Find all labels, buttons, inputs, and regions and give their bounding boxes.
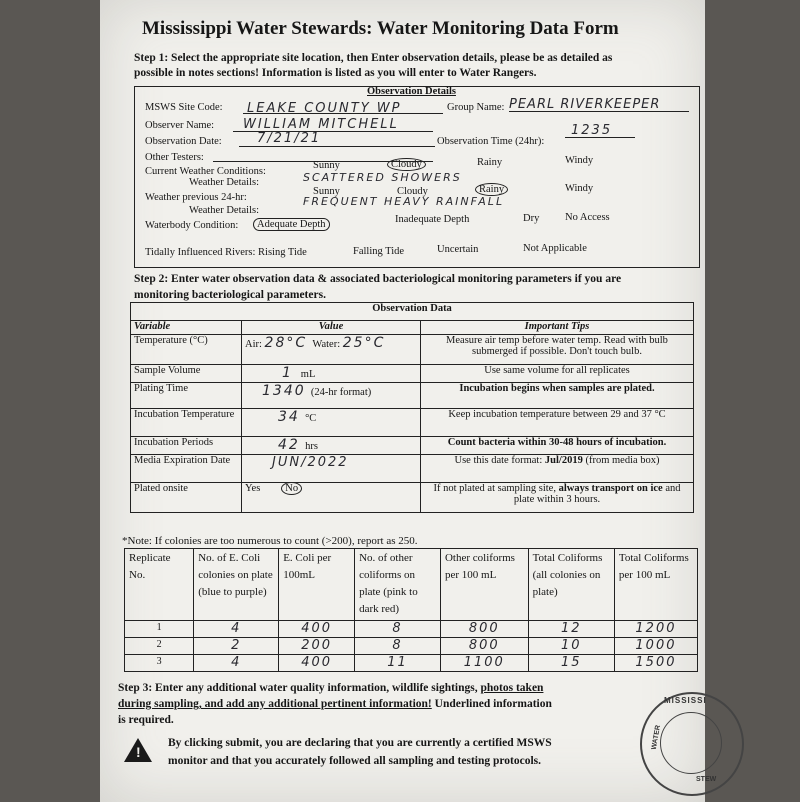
replicate-number: 3 [125, 655, 194, 672]
incubation-periods-value[interactable]: 42 [278, 437, 300, 453]
replicate-header-7: Total Coliforms per 100 mL [614, 549, 697, 621]
table-row [125, 638, 698, 655]
sample-volume-tip: Use same volume for all replicates [421, 365, 694, 383]
previous-weather-sunny[interactable]: Sunny [313, 186, 340, 197]
replicate-number: 1 [125, 621, 194, 638]
incubation-temperature-label: Incubation Temperature [131, 409, 242, 437]
site-code-field[interactable] [243, 99, 443, 114]
replicate-cell[interactable]: 10 [528, 638, 614, 655]
sample-volume-value[interactable]: 1 [282, 365, 293, 381]
temperature-label: Temperature (°C) [131, 335, 242, 365]
waterbody-dry[interactable]: Dry [523, 213, 540, 224]
replicate-header-3: E. Coli per 100mL [279, 549, 355, 621]
replicate-cell[interactable]: 800 [440, 621, 528, 638]
replicate-cell[interactable]: 4 [194, 655, 279, 672]
plating-time-unit: (24-hr format) [310, 387, 372, 398]
previous-weather-windy[interactable]: Windy [565, 183, 594, 194]
weather-details-label: Weather Details: [189, 177, 259, 188]
incubation-periods-label: Incubation Periods [131, 437, 242, 455]
warning-icon: ! [124, 738, 152, 762]
observation-date-value: 7/21/21 [257, 131, 322, 146]
replicate-number: 2 [125, 638, 194, 655]
replicate-cell[interactable]: 400 [279, 621, 355, 638]
previous-weather-rainy-selected[interactable]: Rainy [475, 183, 508, 196]
replicate-cell[interactable]: 8 [355, 621, 441, 638]
step2-instructions-line1: Step 2: Enter water observation data & associated bacteriological monitoring parameters if you are [134, 273, 622, 285]
msws-seal-logo: MISSISSI WATER STEW [640, 692, 744, 796]
temperature-tip: Measure air temp before water temp. Read with bulb submerged if possible. Don't touch bulb. [421, 335, 694, 365]
table-row [125, 621, 698, 638]
plating-time-label: Plating Time [131, 383, 242, 409]
replicates-table [124, 548, 698, 672]
media-expiration-value[interactable]: JUN/2022 [272, 455, 349, 470]
waterbody-no-access[interactable]: No Access [565, 212, 610, 223]
waterbody-inadequate-depth[interactable]: Inadequate Depth [395, 214, 470, 225]
tidal-rising-tide-label[interactable]: Tidally Influenced Rivers: Rising Tide [145, 247, 307, 258]
replicate-header-5: Other coliforms per 100 mL [440, 549, 528, 621]
air-label: Air: [245, 339, 262, 350]
incubation-periods-unit: hrs [305, 441, 318, 452]
waterbody-condition-label: Waterbody Condition: [145, 220, 239, 231]
group-name-label: Group Name: [447, 102, 505, 113]
replicate-header-2: No. of E. Coli colonies on plate (blue to purple) [194, 549, 279, 621]
replicate-cell[interactable]: 4 [194, 621, 279, 638]
replicate-cell[interactable]: 1000 [614, 638, 697, 655]
column-variable: Variable [131, 321, 242, 335]
column-important-tips: Important Tips [421, 321, 694, 335]
declaration-line1: By clicking submit, you are declaring that you are currently a certified MSWS [168, 737, 552, 749]
incubation-temperature-tip: Keep incubation temperature between 29 and 37 °C [421, 409, 694, 437]
weather-details-value[interactable]: SCATTERED SHOWERS [303, 171, 462, 184]
current-weather-windy[interactable]: Windy [565, 155, 594, 166]
incubation-temperature-unit: °C [305, 413, 317, 424]
air-temp-value[interactable]: 28°C [264, 335, 308, 351]
declaration-line2: monitor and that you accurately followed all sampling and testing protocols. [168, 755, 542, 767]
plated-onsite-label: Plated onsite [131, 483, 242, 513]
observation-data-heading: Observation Data [131, 303, 694, 321]
paper-form [100, 0, 717, 802]
observer-name-value: WILLIAM MITCHELL [243, 117, 399, 132]
current-weather-rainy[interactable]: Rainy [477, 157, 503, 168]
tidal-falling-tide[interactable]: Falling Tide [353, 246, 405, 257]
step3-instructions-line3: is required. [118, 714, 174, 726]
water-label: Water: [312, 339, 341, 350]
replicate-header-4: No. of other coliforms on plate (pink to dark red) [355, 549, 441, 621]
observation-time-value: 1235 [571, 123, 613, 138]
replicate-header-1: Replicate No. [125, 549, 194, 621]
replicate-cell[interactable]: 8 [355, 638, 441, 655]
colonies-note: *Note: If colonies are too numerous to count (>200), report as 250. [122, 535, 418, 547]
form-title: Mississippi Water Stewards: Water Monitoring Data Form [142, 18, 619, 39]
replicate-cell[interactable]: 1200 [614, 621, 697, 638]
replicate-cell[interactable]: 12 [528, 621, 614, 638]
waterbody-adequate-depth-selected[interactable]: Adequate Depth [253, 218, 330, 231]
observer-name-label: Observer Name: [145, 120, 215, 131]
incubation-temperature-value[interactable]: 34 [278, 409, 300, 425]
observation-time-label: Observation Time (24hr): [437, 136, 545, 147]
water-temp-value[interactable]: 25°C [342, 335, 386, 351]
plated-onsite-yes[interactable]: Yes [245, 483, 261, 494]
weather-previous-label: Weather previous 24-hr: [145, 192, 247, 203]
observation-data-table [130, 302, 694, 513]
media-expiration-tip: Use this date format: Jul/2019 (from media box) [421, 455, 694, 483]
site-code-value: LEAKE COUNTY WP [247, 101, 402, 116]
previous-weather-cloudy[interactable]: Cloudy [397, 186, 428, 197]
replicate-cell[interactable]: 800 [440, 638, 528, 655]
plating-time-tip: Incubation begins when samples are plated. [421, 383, 694, 409]
tidal-not-applicable[interactable]: Not Applicable [523, 243, 587, 254]
replicate-cell[interactable]: 1100 [440, 655, 528, 672]
step3-instructions-line1: Step 3: Enter any additional water quality information, wildlife sightings, photos taken [118, 682, 544, 694]
plated-onsite-tip: If not plated at sampling site, always transport on ice and plate within 3 hours. [421, 483, 694, 513]
plating-time-value[interactable]: 1340 [262, 383, 306, 399]
previous-weather-details-label: Weather Details: [189, 205, 259, 216]
incubation-periods-tip: Count bacteria within 30-48 hours of incubation. [421, 437, 694, 455]
temperature-values[interactable] [242, 335, 421, 365]
group-name-field[interactable] [509, 95, 689, 112]
current-weather-label: Current Weather Conditions: [145, 166, 266, 177]
observation-time-field[interactable] [565, 121, 635, 138]
replicate-cell[interactable]: 2 [194, 638, 279, 655]
replicate-cell[interactable]: 200 [279, 638, 355, 655]
sample-volume-unit: mL [300, 369, 316, 380]
current-weather-cloudy-selected[interactable]: Cloudy [387, 158, 426, 171]
media-expiration-label: Media Expiration Date [131, 455, 242, 483]
observation-details-box [134, 86, 700, 268]
step1-instructions-line1: Step 1: Select the appropriate site location, then Enter observation details, please be as detailed as [134, 52, 613, 64]
current-weather-sunny[interactable]: Sunny [313, 160, 340, 171]
tidal-uncertain[interactable]: Uncertain [437, 244, 479, 255]
step1-instructions-line2: possible in notes sections! Information is listed as you will enter to Water Rangers. [134, 67, 537, 79]
observation-date-label: Observation Date: [145, 136, 222, 147]
replicate-cell[interactable]: 400 [279, 655, 355, 672]
step3-instructions-line2: during sampling, and add any additional pertinent information! Underlined information [118, 698, 552, 710]
replicate-cell[interactable]: 15 [528, 655, 614, 672]
site-code-label: MSWS Site Code: [145, 102, 223, 113]
replicate-header-6: Total Coliforms (all colonies on plate) [528, 549, 614, 621]
plated-onsite-no-selected[interactable]: No [281, 482, 302, 495]
other-testers-label: Other Testers: [145, 152, 204, 163]
replicate-cell[interactable]: 11 [355, 655, 441, 672]
observation-date-field[interactable] [239, 129, 435, 147]
observation-details-heading: Observation Details [367, 86, 456, 97]
previous-weather-details-value[interactable]: FREQUENT HEAVY RAINFALL [303, 195, 505, 208]
step2-instructions-line2: monitoring bacteriological parameters. [134, 289, 326, 301]
replicate-cell[interactable]: 1500 [614, 655, 697, 672]
sample-volume-label: Sample Volume [131, 365, 242, 383]
group-name-value: PEARL RIVERKEEPER [509, 97, 661, 112]
column-value: Value [242, 321, 421, 335]
table-row [125, 655, 698, 672]
